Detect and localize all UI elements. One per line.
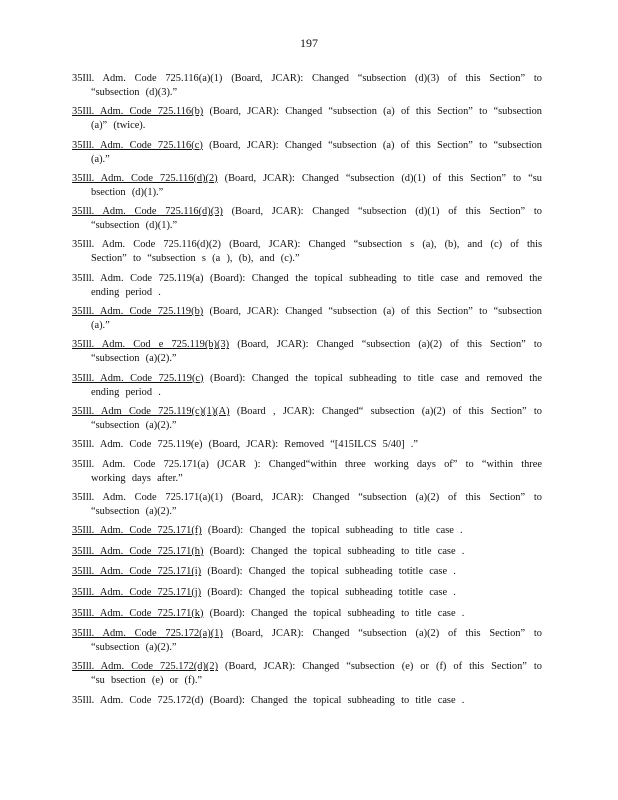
entry-description: (Board , JCAR): Changed“ subsection (a)(2) of this Section” to “subsection (a)(2).” <box>91 405 542 431</box>
entry-citation: 35Ill. Adm. Cod e 725.119(b)(3) <box>72 339 230 351</box>
entry-description: (Board, JCAR): Changed “subsection (e) or (f) of this Section” to “su bsection (e) or (f).” <box>91 661 542 687</box>
entry-description: (Board, JCAR): Changed “subsection (a) of this Section” to “subsection (a).” <box>91 139 542 165</box>
entry-citation: 35Ill. Adm. Code 725.171(i) <box>72 566 202 578</box>
entry-description: (Board, JCAR): Changed “subsection (a)(2) of this Section” to “subsection (a)(2).” <box>91 628 542 654</box>
entry-citation: 35Ill. Adm. Code 725.172(d) <box>72 694 204 706</box>
entry-citation: 35Ill. Adm. Code 725.171(k) <box>72 607 204 619</box>
entry-description: (Board): Changed the topical subheading to title case and removed the ending period . <box>91 372 542 398</box>
entry-citation: 35Ill. Adm. Code 725.172(d)(2) <box>72 661 219 673</box>
entry-citation: 35Ill. Adm. Code 725.171(a)(1) <box>72 491 223 503</box>
amendment-entry <box>72 105 542 133</box>
amendment-entry <box>72 205 542 233</box>
entry-description: (JCAR ): Changed“within three working days of” to “within three working days after.” <box>91 458 542 484</box>
amendment-entry <box>72 458 542 486</box>
entry-citation: 35Ill. Adm. Code 725.116(d)(3) <box>72 206 223 218</box>
amendment-list <box>72 72 542 713</box>
entry-description: (Board): Changed the topical subheading to title case . <box>203 607 465 619</box>
entry-citation: 35Ill. Adm. Code 725.119(e) <box>72 439 203 451</box>
amendment-entry <box>72 694 542 708</box>
amendment-entry <box>72 627 542 655</box>
entry-citation: 35Ill. Adm. Code 725.116(b) <box>72 106 204 118</box>
entry-citation: 35Ill. Adm. Code 725.119(b) <box>72 306 204 318</box>
entry-description: (Board, JCAR): Changed “subsection (d)(3) of this Section” to “subsection (d)(3).” <box>91 73 542 98</box>
entry-citation: 35Ill. Adm. Code 725.116(c) <box>72 139 203 151</box>
page-number: 197 <box>300 36 318 50</box>
amendment-entry <box>72 272 542 300</box>
entry-citation: 35Ill. Adm. Code 725.171(a) <box>72 458 209 470</box>
entry-description: (Board): Changed the topical subheading to title case . <box>201 525 463 537</box>
entry-citation: 35Ill. Adm. Code 725.119(c) <box>72 372 204 384</box>
entry-description: (Board, JCAR): Changed “subsection (a) of this Section” to “subsection (a).” <box>91 306 542 332</box>
entry-citation: 35Ill. Adm. Code 725.116(a)(1) <box>72 73 223 84</box>
entry-citation: 35Ill. Adm. Code 725.171(h) <box>72 545 204 557</box>
amendment-entry <box>72 660 542 688</box>
entry-citation: 35Ill. Adm. Code 725.171(j) <box>72 586 202 598</box>
entry-citation: 35Ill. Adm. Code 725.172(a)(1) <box>72 628 223 640</box>
entry-citation: 35Ill. Adm. Code 725.119(a) <box>72 272 204 284</box>
amendment-entry <box>72 586 542 600</box>
amendment-entry <box>72 338 542 366</box>
entry-description: (Board, JCAR): Removed “[415ILCS 5/40] .” <box>202 439 419 451</box>
amendment-entry <box>72 565 542 579</box>
entry-description: (Board): Changed the topical subheading to title case . <box>203 694 465 706</box>
amendment-entry <box>72 491 542 519</box>
amendment-entry <box>72 524 542 538</box>
amendment-entry <box>72 545 542 559</box>
amendment-entry <box>72 238 542 266</box>
entry-citation: 35Ill. Adm. Code 725.116(d)(2) <box>72 239 221 251</box>
amendment-entry <box>72 438 542 452</box>
amendment-entry <box>72 405 542 433</box>
entry-description: (Board, JCAR): Changed “subsection (d)(1) of this Section” to “subsection (d)(1).” <box>91 206 542 232</box>
entry-description: (Board, JCAR): Changed “subsection (a) of this Section” to “subsection (a)” (twice). <box>91 106 542 132</box>
entry-citation: 35Ill. Adm Code 725.119(c)(1)(A) <box>72 405 230 417</box>
entry-description: (Board, JCAR): Changed “subsection (d)(1) of this Section” to “su bsection (d)(1).” <box>91 172 542 198</box>
entry-description: (Board, JCAR): Changed “subsection (a)(2) of this Section” to “subsection (a)(2).” <box>91 491 542 517</box>
entry-description: (Board): Changed the topical subheading totitle case . <box>201 566 456 578</box>
entry-description: (Board, JCAR): Changed “subsection s (a), (b), and (c) of this Section” to “subsection s (a ), (b), and (c).” <box>91 239 543 265</box>
amendment-entry <box>72 72 542 100</box>
amendment-entry <box>72 139 542 167</box>
amendment-entry <box>72 607 542 621</box>
entry-citation: 35Ill. Adm. Code 725.116(d)(2) <box>72 172 218 184</box>
entry-description: (Board, JCAR): Changed “subsection (a)(2) of this Section” to “subsection (a)(2).” <box>91 339 542 365</box>
amendment-entry <box>72 305 542 333</box>
entry-citation: 35Ill. Adm. Code 725.171(f) <box>72 525 202 537</box>
amendment-entry <box>72 172 542 200</box>
entry-description: (Board): Changed the topical subheading to title case . <box>203 545 465 557</box>
entry-description: (Board): Changed the topical subheading to title case and removed the ending period . <box>91 272 542 298</box>
amendment-entry <box>72 372 542 400</box>
entry-description: (Board): Changed the topical subheading totitle case . <box>201 586 456 598</box>
